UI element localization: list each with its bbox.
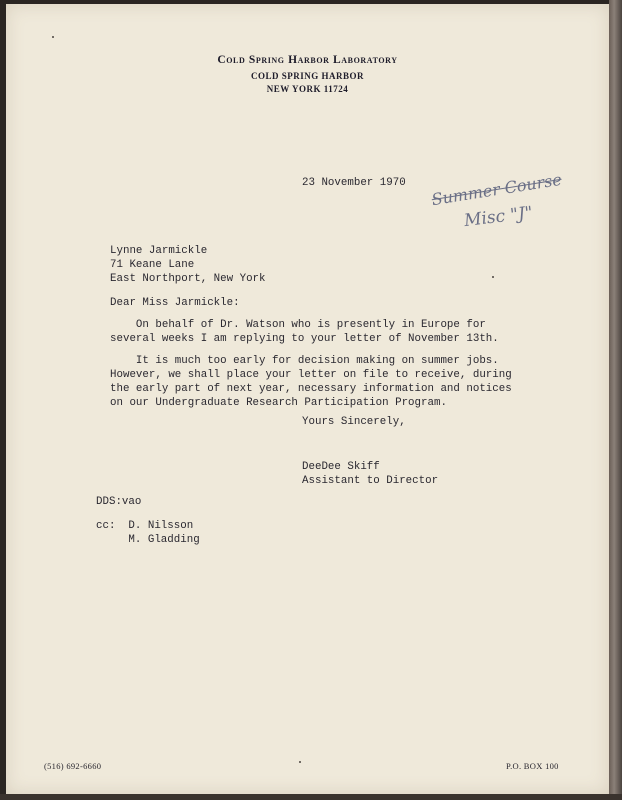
recipient-name: Lynne Jarmickle	[110, 245, 208, 257]
cc-line-2: M. Gladding	[96, 534, 200, 546]
scan-edge-right	[609, 0, 622, 800]
closing: Yours Sincerely,	[302, 416, 406, 428]
letterhead-state-zip: NEW YORK 11724	[266, 84, 349, 94]
signer-name: DeeDee Skiff	[302, 461, 380, 473]
recipient-street: 71 Keane Lane	[110, 259, 195, 271]
handwritten-note-filing: Misc "J"	[463, 202, 534, 232]
body-paragraph-2: It is much too early for decision making on summer jobs. However, we shall place your letter on file to receive, during the early part of next year, necessary information and notices on our Undergraduate Research Participation Program.	[110, 355, 512, 409]
paper-speck	[52, 36, 54, 38]
paper-speck	[299, 761, 301, 763]
footer-po-box: P.O. BOX 100	[506, 761, 559, 771]
letter-date: 23 November 1970	[302, 177, 406, 189]
salutation: Dear Miss Jarmickle:	[110, 297, 240, 309]
paper-speck	[492, 276, 494, 278]
letter-page	[6, 4, 609, 794]
cc-line-1: cc: D. Nilsson	[96, 520, 194, 532]
handwritten-note-strikethrough: Summer Course	[430, 169, 564, 210]
letterhead-organization: Cold Spring Harbor Laboratory	[217, 54, 398, 66]
body-paragraph-1: On behalf of Dr. Watson who is presently in Europe for several weeks I am replying to your letter of November 13th.	[110, 319, 499, 345]
typist-initials: DDS:vao	[96, 496, 142, 508]
footer-phone: (516) 692-6660	[44, 761, 102, 771]
recipient-city: East Northport, New York	[110, 273, 266, 285]
scan-edge-bottom	[0, 794, 622, 800]
letterhead-town: COLD SPRING HARBOR	[250, 71, 364, 81]
signer-title: Assistant to Director	[302, 475, 439, 487]
